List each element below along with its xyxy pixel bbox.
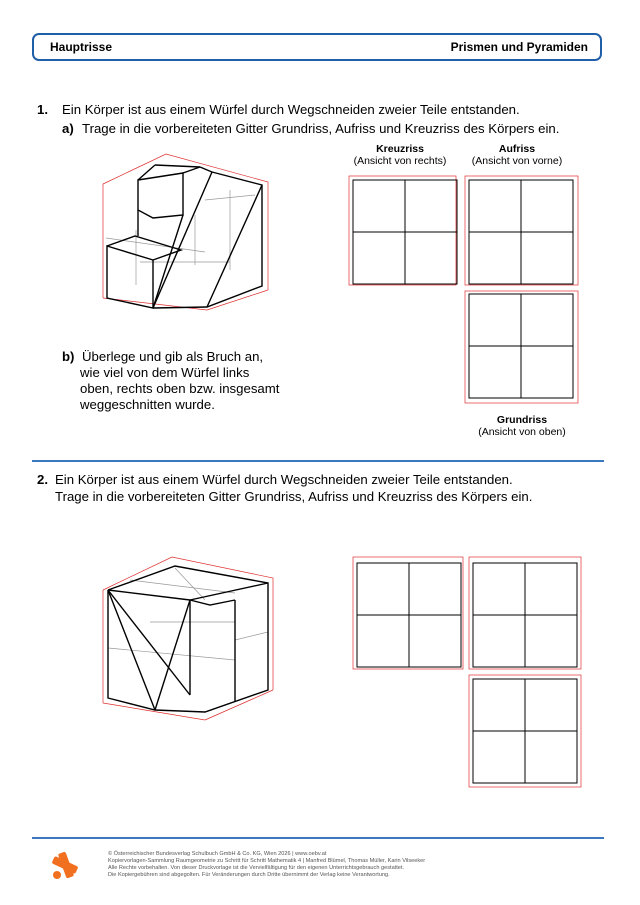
footer-line: Alle Rechte vorbehalten. Von dieser Druckvorlage ist die Vervielfältigung für den eigenen Unterrichtsgebrauch gestattet. (108, 865, 405, 871)
kreuzriss-title: Kreuzriss (376, 143, 424, 155)
grundriss-grid-2 (469, 675, 581, 787)
publisher-logo-icon (52, 851, 79, 879)
task2-number: 2. (37, 472, 48, 487)
task1-b-line: wie viel von dem Würfel links (80, 365, 250, 380)
aufriss-grid-1 (465, 176, 578, 285)
task2-text-line2: Trage in die vorbereiteten Gitter Grundriss, Aufriss und Kreuzriss des Körpers ein. (55, 489, 533, 504)
kreuzriss-subtitle: (Ansicht von rechts) (353, 155, 447, 167)
grundriss-subtitle: (Ansicht von oben) (478, 426, 566, 438)
grundriss-grid-1 (465, 291, 578, 403)
cube-2-drawing (103, 557, 273, 720)
task2-text: Ein Körper ist aus einem Würfel durch Wegschneiden zweier Teile entstanden. (55, 472, 513, 487)
task1-text: Ein Körper ist aus einem Würfel durch Wegschneiden zweier Teile entstanden. (62, 102, 520, 117)
task1-b-line: Überlege und gib als Bruch an, (82, 349, 264, 364)
grundriss-title: Grundriss (496, 414, 548, 426)
aufriss-title: Aufriss (498, 143, 536, 155)
footer-line: © Österreichischer Bundesverlag Schulbuch GmbH & Co. KG, Wien 2026 | www.oebv.at (108, 851, 327, 857)
footer-text (108, 851, 425, 879)
footer-line: Die Kopiergebühren sind abgegolten. Für Veränderungen durch Dritte übernimmt der Verlag keine Verantwortung. (108, 872, 390, 878)
header-topic: Prismen und Pyramiden (450, 40, 588, 54)
task1-a-text: Trage in die vorbereiteten Gitter Grundriss, Aufriss und Kreuzriss des Körpers ein. (82, 121, 560, 136)
task1-b-line: weggeschnitten wurde. (80, 397, 215, 412)
task1-number: 1. (37, 102, 48, 117)
aufriss-grid-2 (469, 557, 581, 669)
footer-line: Kopiervorlagen-Sammlung Raumgeometrie zu Schritt für Schritt Mathematik 4 | Manfred Blümel, Thomas Müller, Karin Vilseeker (108, 858, 426, 864)
header-title: Hauptrisse (50, 40, 113, 54)
aufriss-subtitle: (Ansicht von vorne) (471, 155, 563, 167)
task1-a-label: a) (62, 121, 74, 136)
kreuzriss-grid-1 (349, 176, 457, 285)
task1-b-line: oben, rechts oben bzw. insgesamt (80, 381, 280, 396)
kreuzriss-grid-2 (353, 557, 463, 669)
cube-1-drawing (103, 154, 268, 310)
task1-b-label: b) (62, 349, 75, 364)
